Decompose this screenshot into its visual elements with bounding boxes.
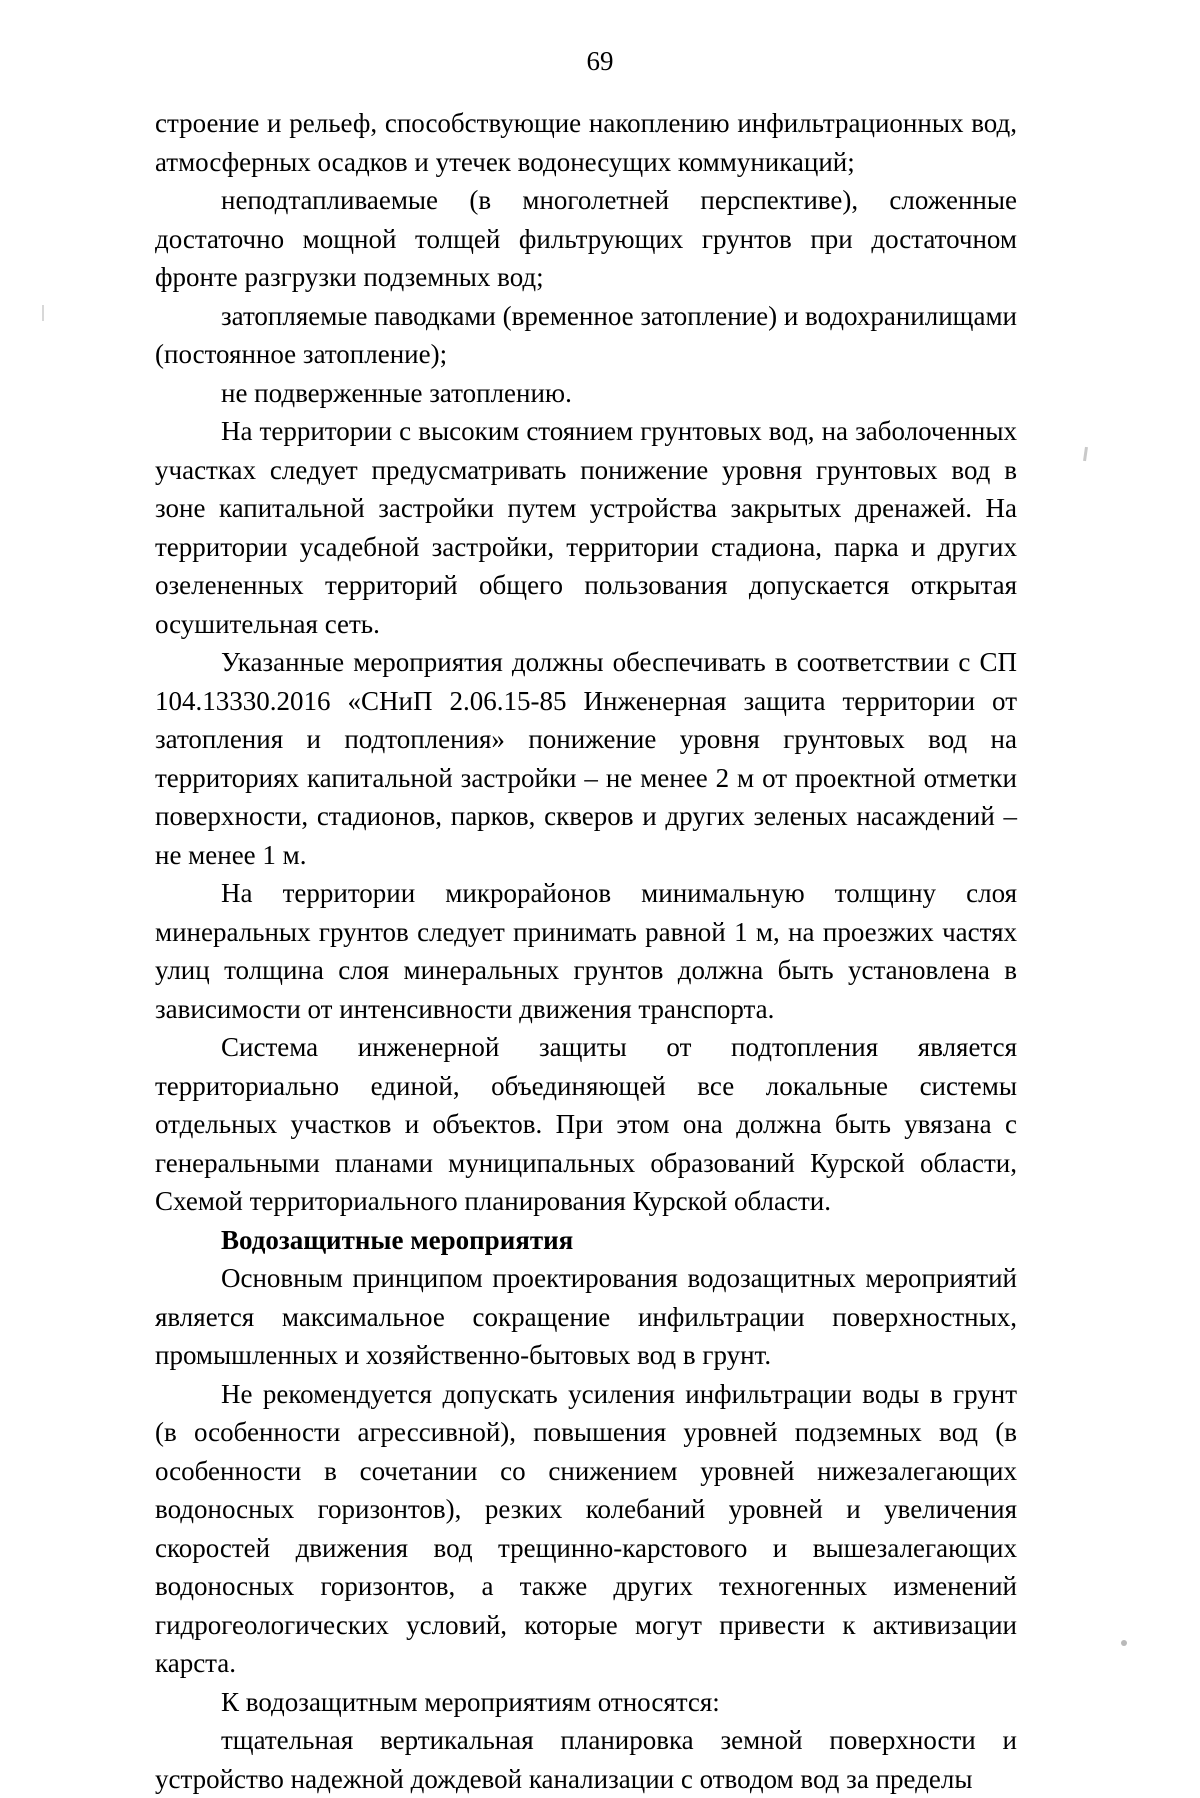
page-number: 69: [586, 46, 614, 76]
paragraph-10: Основным принципом проектирования водозащитных мероприятий является максимальное сокращение инфильтрации поверхностных, промышленных и хозяйственно-бытовых вод в грунт.: [155, 1263, 1017, 1370]
paragraph-1: строение и рельеф, способствующие накоплению инфильтрационных вод, атмосферных осадков и утечек водонесущих коммуникаций;: [155, 108, 1017, 177]
section-heading-water-protection: Водозащитные мероприятия: [221, 1224, 574, 1255]
paragraph-5: На территории с высоким стоянием грунтовых вод, на заболоченных участках следует предусматривать понижение уровня грунтовых вод в зоне капитальной застройки путем устройства закрытых дренажей. На территории усадебной застройки, территории стадиона, парка и других озелененных территорий общего пользования допускается открытая осушительная сеть.: [155, 416, 1017, 639]
paragraph-7: На территории микрорайонов минимальную толщину слоя минеральных грунтов следует принимать равной 1 м, на проезжих частях улиц толщина слоя минеральных грунтов должна быть установлена в зависимости от интенсивности движения транспорта.: [155, 878, 1017, 1024]
paragraph-4: не подверженные затоплению.: [221, 377, 572, 408]
paragraph-12: К водозащитным мероприятиям относятся:: [221, 1686, 720, 1717]
document-body: [155, 104, 1017, 1798]
scan-artifact-bottom: [1121, 1640, 1127, 1646]
paragraph-11: Не рекомендуется допускать усиления инфильтрации воды в грунт (в особенности агрессивной), повышения уровней подземных вод (в особенности в сочетании со снижением уровней нижезалегающих водоносных горизонтов), резких колебаний уровней и увеличения скоростей движения вод трещинно-карстового и вышезалегающих водоносных горизонтов, а также других техногенных изменений гидрогеологических условий, которые могут привести к активизации карста.: [155, 1378, 1017, 1678]
paragraph-13: тщательная вертикальная планировка земной поверхности и устройство надежной дождевой канализации с отводом вод за пределы: [155, 1725, 1017, 1794]
paragraph-3: затопляемые паводками (временное затопление) и водохранилищами (постоянное затопление);: [155, 300, 1017, 369]
paragraph-8: Система инженерной защиты от подтопления является территориально единой, объединяющей все локальные системы отдельных участков и объектов. При этом она должна быть увязана с генеральными планами муниципальных образований Курской области, Схемой территориального планирования Курской области.: [155, 1032, 1017, 1216]
paragraph-2: неподтапливаемые (в многолетней перспективе), сложенные достаточно мощной толщей фильтрующих грунтов при достаточном фронте разгрузки подземных вод;: [155, 185, 1017, 292]
scan-artifact-left: [42, 305, 44, 321]
scan-artifact-right: [1083, 447, 1088, 461]
paragraph-6: Указанные мероприятия должны обеспечивать в соответствии с СП 104.13330.2016 «СНиП 2.06.15-85 Инженерная защита территории от затопления и подтопления» понижение уровня грунтовых вод на территориях капитальной застройки – не менее 2 м от проектной отметки поверхности, стадионов, парков, скверов и других зеленых насаждений – не менее 1 м.: [155, 647, 1017, 870]
